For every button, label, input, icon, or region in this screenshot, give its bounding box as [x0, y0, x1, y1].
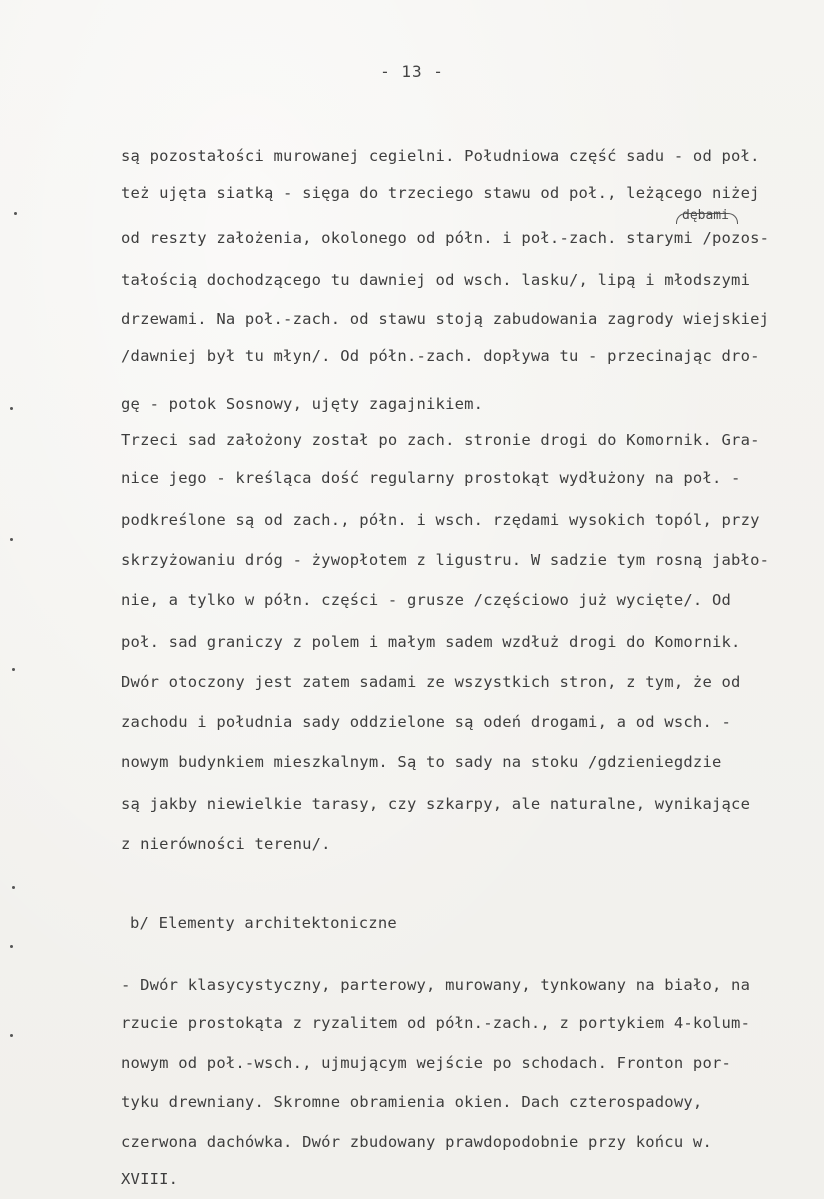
- text-line: nowym budynkiem mieszkalnym. Są to sady na stoku /gdzieniegdzie: [121, 753, 722, 771]
- margin-mark: [10, 945, 13, 948]
- text-line: tałością dochodzącego tu dawniej od wsch. lasku/, lipą i młodszymi: [121, 271, 751, 289]
- text-line: drzewami. Na poł.-zach. od stawu stoją zabudowania zagrody wiejskiej: [121, 310, 770, 328]
- text-line: nice jego - kreśląca dość regularny prostokąt wydłużony na poł. -: [121, 469, 741, 487]
- text-line: poł. sad graniczy z polem i małym sadem wzdłuż drogi do Komornik.: [121, 633, 741, 651]
- text-line: /dawniej był tu młyn/. Od półn.-zach. dopływa tu - przecinając dro-: [121, 347, 760, 365]
- text-line: Dwór otoczony jest zatem sadami ze wszystkich stron, z tym, że od: [121, 673, 741, 691]
- text-line: gę - potok Sosnowy, ujęty zagajnikiem.: [121, 395, 484, 413]
- text-line: zachodu i południa sady oddzielone są odeń drogami, a od wsch. -: [121, 713, 732, 731]
- handwritten-correction: dębami: [682, 208, 729, 223]
- text-line: XVIII.: [121, 1170, 179, 1188]
- page-number: - 13 -: [380, 62, 444, 81]
- text-line: są jakby niewielkie tarasy, czy szkarpy, ale naturalne, wynikające: [121, 795, 751, 813]
- text-line: są pozostałości murowanej cegielni. Południowa część sadu - od poł.: [121, 147, 760, 165]
- text-line: Trzeci sad założony został po zach. stronie drogi do Komornik. Gra-: [121, 431, 760, 449]
- text-line: tyku drewniany. Skromne obramienia okien. Dach czterospadowy,: [121, 1093, 703, 1111]
- margin-mark: [10, 407, 13, 410]
- text-line: czerwona dachówka. Dwór zbudowany prawdopodobnie przy końcu w.: [121, 1133, 712, 1151]
- text-line: z nierówności terenu/.: [121, 835, 331, 853]
- text-line: podkreślone są od zach., półn. i wsch. rzędami wysokich topól, przy: [121, 511, 760, 529]
- text-line: rzucie prostokąta z ryzalitem od półn.-zach., z portykiem 4-kolum-: [121, 1014, 751, 1032]
- section-heading: b/ Elementy architektoniczne: [130, 914, 397, 932]
- margin-mark: [14, 212, 17, 215]
- text-line: nowym od poł.-wsch., ujmującym wejście po schodach. Fronton por-: [121, 1054, 732, 1072]
- text-line: też ujęta siatką - sięga do trzeciego stawu od poł., leżącego niżej: [121, 184, 760, 202]
- margin-mark: [12, 668, 15, 671]
- text-line: - Dwór klasycystyczny, parterowy, murowany, tynkowany na biało, na: [121, 976, 751, 994]
- margin-mark: [10, 1034, 13, 1037]
- margin-mark: [10, 538, 13, 541]
- text-line: skrzyżowaniu dróg - żywopłotem z ligustru. W sadzie tym rosną jabło-: [121, 551, 770, 569]
- margin-mark: [12, 886, 15, 889]
- text-line: od reszty założenia, okolonego od półn. i poł.-zach. starymi /pozos-: [121, 229, 770, 247]
- text-line: nie, a tylko w półn. części - grusze /częściowo już wycięte/. Od: [121, 591, 732, 609]
